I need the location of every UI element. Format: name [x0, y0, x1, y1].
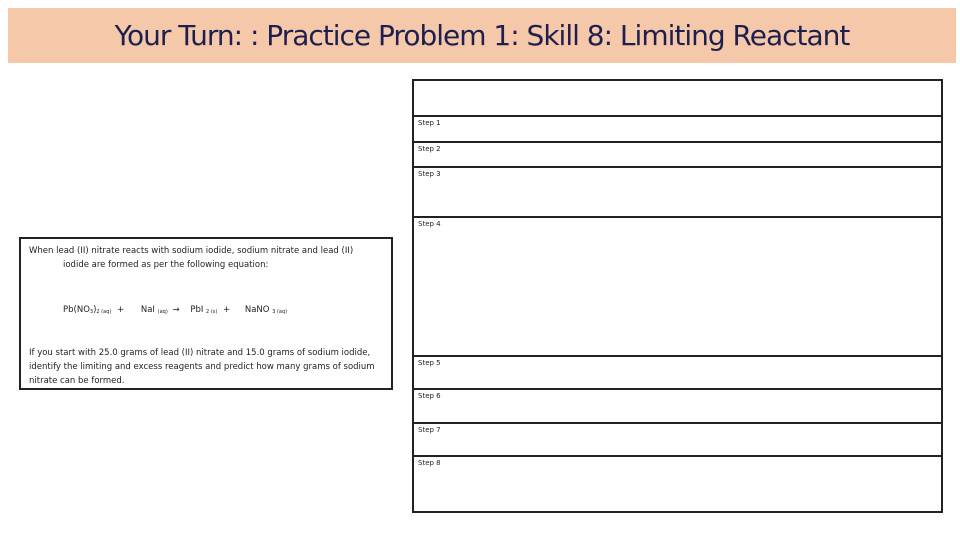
title-banner: [8, 8, 956, 63]
step-label: Step 6: [418, 392, 441, 400]
step-row: [414, 115, 941, 141]
product-sodium-nitrate: NaNO $_{3 (aq)}$: [244, 305, 288, 315]
chemical-equation: [63, 303, 287, 319]
step-label: Step 1: [418, 119, 441, 127]
step-label: Step 7: [418, 426, 441, 434]
arrow-icon: →: [172, 305, 180, 315]
slide-title: Your Turn: : Practice Problem 1: Skill 8: Limiting Reactant: [114, 19, 850, 52]
step-row: [414, 422, 941, 455]
step-row: [414, 455, 941, 511]
step-row: [414, 355, 941, 388]
step-label: Step 5: [418, 359, 441, 367]
reactant-lead-nitrate: $Pb(NO_3)_{2 (aq)}$: [63, 305, 112, 315]
step-row: [414, 166, 941, 216]
reactant-sodium-iodide: NaI $_{(aq)}$: [140, 305, 168, 315]
intro-line-1: When lead (II) nitrate reacts with sodium iodide, sodium nitrate and lead (II): [29, 246, 354, 256]
product-lead-iodide: PbI $_{2 (s)}$: [190, 305, 218, 315]
intro-line-2: iodide are formed as per the following equation:: [63, 260, 269, 270]
steps-table: [412, 79, 943, 513]
problem-box: [19, 237, 393, 390]
step-label: Step 3: [418, 170, 441, 178]
problem-intro: [29, 244, 379, 272]
step-row: [414, 141, 941, 166]
step-label: Step 8: [418, 459, 441, 467]
step-row: [414, 388, 941, 422]
step-label: Step 4: [418, 220, 441, 228]
plus-sign: +: [223, 305, 231, 315]
plus-sign: +: [117, 305, 125, 315]
step-row: [414, 216, 941, 355]
problem-question: If you start with 25.0 grams of lead (II) nitrate and 15.0 grams of sodium iodide, identify the limiting and excess reagents and predict how many grams of sodium nitrate can be formed.: [29, 348, 375, 386]
step-label: Step 2: [418, 145, 441, 153]
